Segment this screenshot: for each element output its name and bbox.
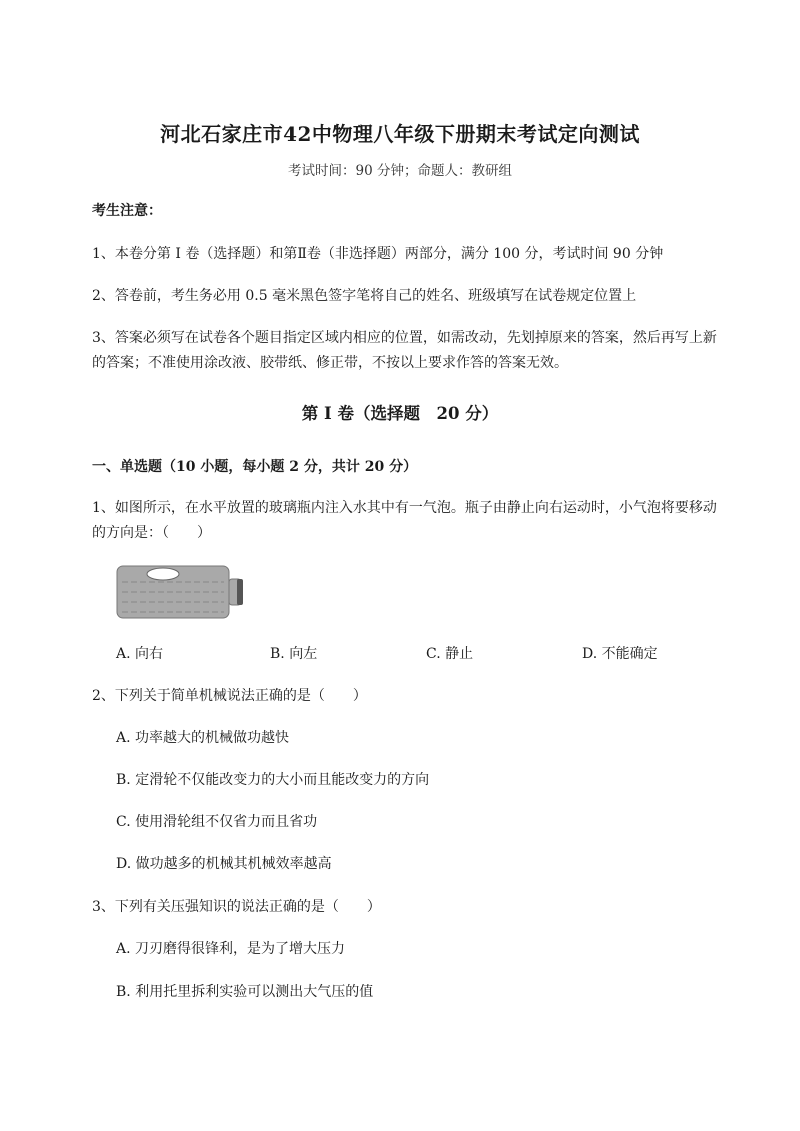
question-1-option-b[interactable]: B. 向左 <box>270 646 318 662</box>
question-2-option-c[interactable]: C. 使用滑轮组不仅省力而且省功 <box>116 814 318 830</box>
page-title: 河北石家庄市42中物理八年级下册期末考试定向测试 <box>160 122 640 146</box>
bottle-figure <box>116 562 246 622</box>
question-3-option-a[interactable]: A. 刀刃磨得很锋利，是为了增大压力 <box>116 941 346 957</box>
notice-item-2: 2、答卷前，考生务必用 0.5 毫米黑色签字笔将自己的姓名、班级填写在试卷规定位置上 <box>92 288 637 304</box>
notice-heading: 考生注意： <box>92 203 162 219</box>
notice-item-3-cont: 的答案；不准使用涂改液、胶带纸、修正带，不按以上要求作答的答案无效。 <box>92 355 568 371</box>
question-2-option-a[interactable]: A. 功率越大的机械做功越快 <box>116 730 290 746</box>
question-2-stem: 2、下列关于简单机械说法正确的是（ ） <box>92 688 367 704</box>
question-2-option-b[interactable]: B. 定滑轮不仅能改变力的大小而且能改变力的方向 <box>116 772 430 788</box>
question-1-option-a[interactable]: A. 向右 <box>116 646 164 662</box>
exam-info: 考试时间：90 分钟；命题人：教研组 <box>288 163 512 179</box>
question-3-stem: 3、下列有关压强知识的说法正确的是（ ） <box>92 899 381 915</box>
question-3-option-b[interactable]: B. 利用托里拆利实验可以测出大气压的值 <box>116 984 374 1000</box>
section-subheading: 一、单选题（10 小题，每小题 2 分，共计 20 分） <box>92 459 418 475</box>
question-1-option-d[interactable]: D. 不能确定 <box>582 646 658 662</box>
question-1-option-c[interactable]: C. 静止 <box>426 646 474 662</box>
question-2-option-d[interactable]: D. 做功越多的机械其机械效率越高 <box>116 856 332 872</box>
question-1-stem: 1、如图所示，在水平放置的玻璃瓶内注入水其中有一气泡。瓶子由静止向右运动时，小气泡将要移动 <box>92 500 717 516</box>
bottle-with-bubble-icon <box>116 562 246 622</box>
notice-item-3: 3、答案必须写在试卷各个题目指定区域内相应的位置，如需改动，先划掉原来的答案，然后再写上新 <box>92 330 717 346</box>
notice-item-1: 1、本卷分第 I 卷（选择题）和第Ⅱ卷（非选择题）两部分，满分 100 分，考试时间 90 分钟 <box>92 246 664 262</box>
question-1-stem-cont: 的方向是：（ ） <box>92 525 211 541</box>
section-title: 第 I 卷（选择题 20 分） <box>301 404 499 423</box>
